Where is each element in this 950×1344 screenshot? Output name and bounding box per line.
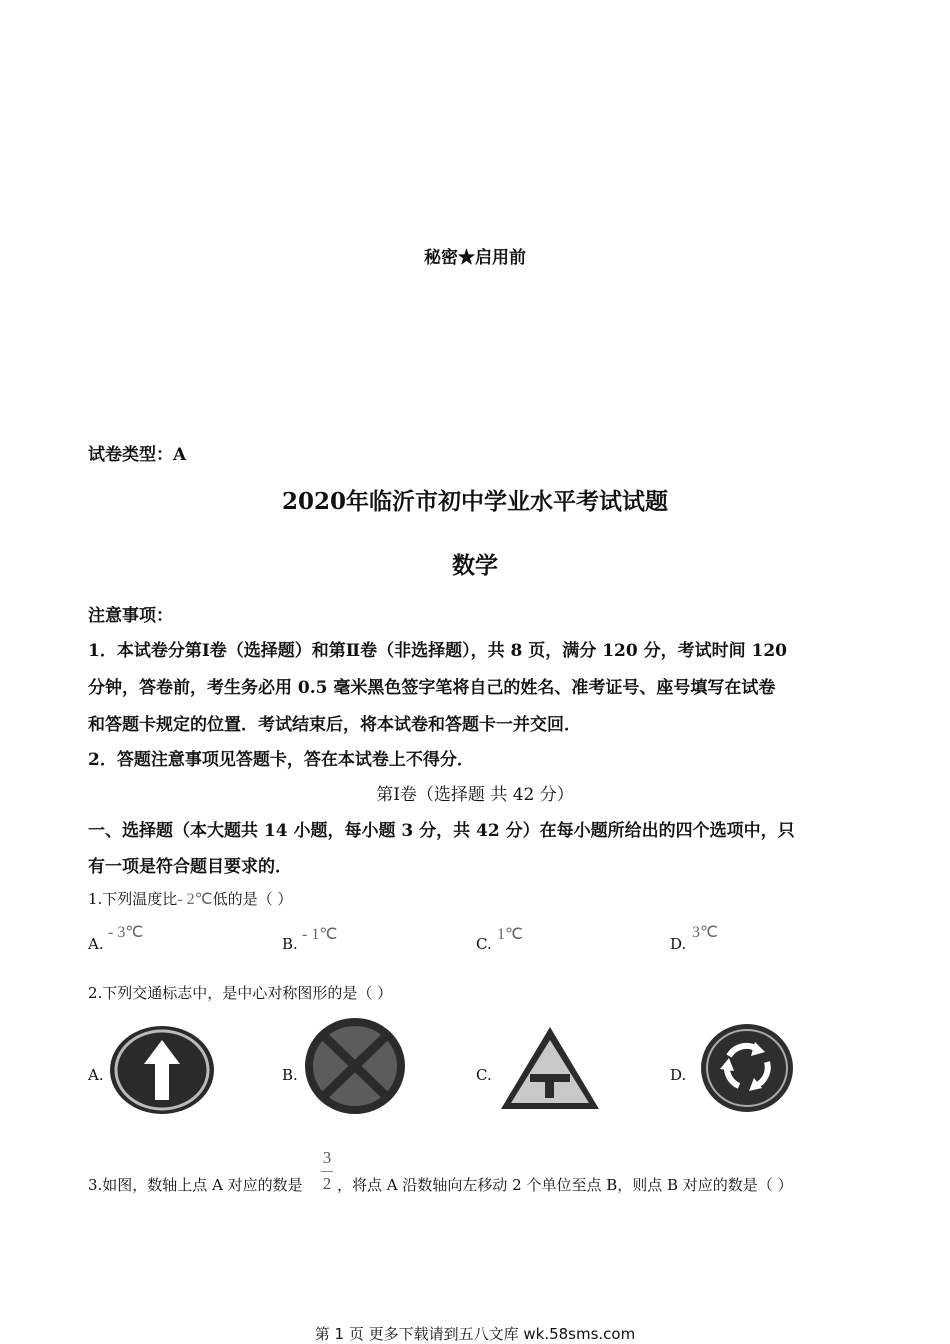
- q1-option-d-label: D.: [670, 935, 687, 953]
- exam-title: 2020年临沂市初中学业水平考试试题: [281, 488, 668, 515]
- no-stopping-x-sign-icon: [303, 1016, 407, 1116]
- q1-option-c-value: 1℃: [497, 926, 523, 943]
- straight-arrow-sign-icon: [108, 1024, 216, 1116]
- question-3-stem-before: 3.如图，数轴上点 A 对应的数是: [88, 1176, 303, 1194]
- q1-option-a-label: A.: [88, 935, 104, 953]
- q2-option-b-label: B.: [282, 1066, 298, 1084]
- subject-title: 数学: [452, 552, 498, 579]
- section-title: 第Ⅰ卷（选择题 共 42 分）: [376, 785, 574, 805]
- question-1-stem: [88, 888, 292, 909]
- q1-option-b-value: - 1℃: [302, 926, 338, 943]
- notes-heading: 注意事项：: [88, 606, 173, 626]
- section-instructions-2: 有一项是符合题目要求的．: [88, 857, 292, 877]
- question-2-stem: 2.下列交通标志中，是中心对称图形的是（ ）: [88, 984, 393, 1002]
- q1-option-c-label: C.: [476, 935, 492, 953]
- q2-option-d-label: D.: [670, 1066, 687, 1084]
- q1-option-d-value: 3℃: [692, 924, 718, 941]
- q1-option-b-label: B.: [282, 935, 298, 953]
- q2-option-c-label: C.: [476, 1066, 492, 1084]
- page-footer: 第 1 页 更多下载请到五八文库 wk.58sms.com: [314, 1325, 636, 1343]
- notes-line-3: 和答题卡规定的位置．考试结束后，将本试卷和答题卡一并交回．: [88, 715, 581, 735]
- notes-line-1: 1．本试卷分第Ⅰ卷（选择题）和第Ⅱ卷（非选择题），共 8 页，满分 120 分，考试时间 120: [88, 641, 787, 661]
- section-instructions-1: 一、选择题（本大题共 14 小题，每小题 3 分，共 42 分）在每小题所给出的四个选项中，只: [88, 821, 795, 841]
- roundabout-sign-icon: [699, 1022, 795, 1114]
- t-junction-warning-sign-icon: [498, 1024, 602, 1112]
- question-1-stem-value: - 2℃: [177, 891, 213, 908]
- question-3-stem-after: ，将点 A 沿数轴向左移动 2 个单位至点 B，则点 B 对应的数是（ ）: [337, 1176, 793, 1194]
- q3-fraction-denominator: 2: [322, 1174, 332, 1193]
- question-1-stem-after: 低的是（ ）: [212, 890, 293, 908]
- q3-fraction-bar: [321, 1171, 333, 1172]
- confidential-mark: 秘密★启用前: [424, 248, 526, 268]
- paper-type: 试卷类型：A: [88, 445, 187, 465]
- notes-line-4: 2．答题注意事项见答题卡，答在本试卷上不得分．: [88, 750, 474, 770]
- q2-option-a-label: A.: [88, 1066, 104, 1084]
- question-1-stem-before: 1.下列温度比: [88, 890, 178, 908]
- q1-option-a-value: - 3℃: [108, 924, 144, 941]
- notes-line-2: 分钟，答卷前，考生务必用 0.5 毫米黑色签字笔将自己的姓名、准考证号、座号填写在试卷: [88, 678, 776, 698]
- q3-fraction-numerator: 3: [322, 1148, 332, 1167]
